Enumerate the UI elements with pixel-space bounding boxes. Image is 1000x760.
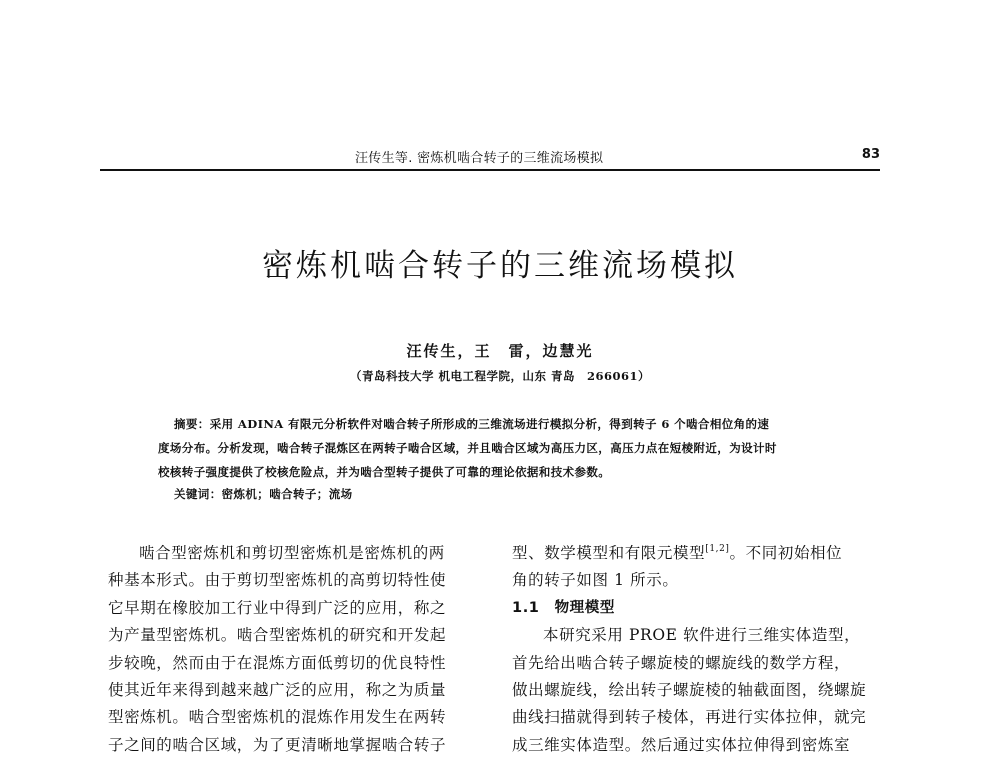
authors: 汪传生，王 雷，边慧光 — [406, 342, 594, 360]
body-text: 型、数学模型和有限元模型 — [512, 544, 706, 562]
body-line: 使其近年来得到越来越广泛的应用，称之为质量 — [108, 681, 447, 700]
body-line: 做出螺旋线，绘出转子螺旋棱的轴截面图，绕螺旋 — [512, 681, 867, 700]
body-line: 种基本形式。由于剪切型密炼机的高剪切特性使 — [108, 571, 447, 590]
running-header-text: 汪传生等. 密炼机啮合转子的三维流场模拟 — [355, 151, 604, 166]
abstract-line: 校核转子强度提供了校核危险点，并为啮合型转子提供了可靠的理论依据和技术参数。 — [158, 465, 611, 479]
paper-title: 密炼机啮合转子的三维流场模拟 — [262, 248, 738, 284]
body-line: 成三维实体造型。然后通过实体拉伸得到密炼室 — [512, 735, 851, 754]
body-left-column — [108, 540, 490, 759]
body-line: 子之间的啮合区域，为了更清晰地掌握啮合转子 — [108, 735, 447, 754]
body-right-column — [512, 540, 894, 759]
body-line: 角的转子如图 1 所示。 — [512, 571, 679, 590]
section-heading: 1.1 物理模型 — [512, 599, 615, 616]
body-text: 。不同初始相位 — [729, 544, 843, 562]
running-header — [100, 145, 880, 171]
body-line: 型密炼机。啮合型密炼机的混炼作用发生在两转 — [108, 708, 447, 727]
body-line: 曲线扫描就得到转子棱体，再进行实体拉伸，就完 — [512, 708, 867, 727]
abstract-line: 度场分布。分析发现，啮合转子混炼区在两转子啮合区域，并且啮合区域为高压力区，高压力点在短棱附近，为设计时 — [158, 441, 777, 455]
body-line — [512, 540, 894, 567]
keywords: 关键词：密炼机；啮合转子；流场 — [174, 487, 353, 501]
body-line: 啮合型密炼机和剪切型密炼机是密炼机的两 — [139, 544, 445, 562]
body-line: 步较晚，然而由于在混炼方面低剪切的优良特性 — [108, 653, 447, 672]
affiliation: （青岛科技大学 机电工程学院，山东 青岛 266061） — [349, 369, 650, 383]
abstract-line: 摘要：采用 ADINA 有限元分析软件对啮合转子所形成的三维流场进行模拟分析，得到转子 6 个啮合相位角的速 — [174, 417, 770, 431]
abstract — [158, 412, 848, 484]
body-line: 为产量型密炼机。啮合型密炼机的研究和开发起 — [108, 626, 447, 645]
body-line: 首先给出啮合转子螺旋棱的螺旋线的数学方程， — [512, 653, 851, 672]
body-line: 本研究采用 PROE 软件进行三维实体造型， — [543, 626, 861, 645]
page-number: 83 — [861, 147, 880, 162]
citation: [1,2] — [705, 544, 730, 554]
body-line: 它早期在橡胶加工行业中得到广泛的应用，称之 — [108, 598, 447, 617]
